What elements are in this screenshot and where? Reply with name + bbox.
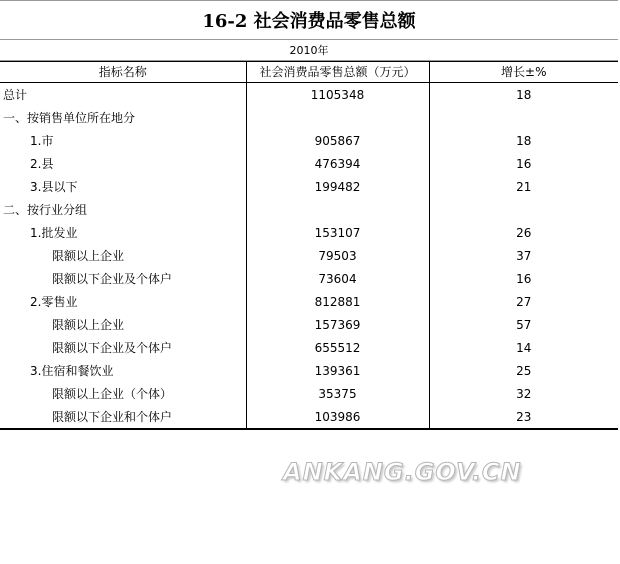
row-value: 157369: [246, 313, 429, 336]
row-value: 153107: [246, 221, 429, 244]
row-growth: 16: [429, 267, 618, 290]
row-label: 1.市: [30, 133, 54, 148]
row-value: 476394: [246, 152, 429, 175]
row-growth: 57: [429, 313, 618, 336]
row-value: 103986: [246, 405, 429, 429]
table-row: [0, 83, 618, 107]
header-row: [0, 62, 618, 83]
row-label: 3.县以下: [30, 179, 78, 194]
column-header-retail-sales: 社会消费品零售总额（万元）: [246, 62, 429, 83]
row-growth: 32: [429, 382, 618, 405]
row-value: 655512: [246, 336, 429, 359]
table-row: [0, 267, 618, 290]
row-label: 限额以下企业及个体户: [52, 271, 173, 286]
row-growth: 18: [429, 129, 618, 152]
row-growth: 37: [429, 244, 618, 267]
row-growth: 18: [429, 83, 618, 107]
row-value: 812881: [246, 290, 429, 313]
row-growth: 21: [429, 175, 618, 198]
row-growth: 25: [429, 359, 618, 382]
row-value: [246, 106, 429, 129]
row-label: 限额以上企业: [52, 317, 125, 332]
table-row: [0, 129, 618, 152]
row-label: 限额以下企业及个体户: [52, 340, 173, 355]
row-label: 限额以上企业（个体）: [52, 386, 173, 401]
row-label: 2.县: [30, 156, 54, 171]
row-growth: 14: [429, 336, 618, 359]
row-value: [246, 198, 429, 221]
table-row: [0, 106, 618, 129]
table-title: 16-2 社会消费品零售总额: [0, 0, 618, 40]
row-value: 35375: [246, 382, 429, 405]
row-value: 139361: [246, 359, 429, 382]
site-watermark: ANKANG.GOV.CN: [283, 458, 522, 486]
row-label: 限额以上企业: [52, 248, 125, 263]
row-label: 限额以下企业和个体户: [0, 405, 246, 429]
table-row: [0, 221, 618, 244]
row-growth: 26: [429, 221, 618, 244]
table-row: [0, 336, 618, 359]
row-growth: [429, 106, 618, 129]
year-label: 2010年: [0, 40, 618, 61]
row-label: 二、按行业分组: [3, 202, 88, 217]
table-row: [0, 382, 618, 405]
table-row: [0, 405, 618, 429]
row-value: 1105348: [246, 83, 429, 107]
row-label: 2.零售业: [30, 294, 78, 309]
table-row: [0, 152, 618, 175]
row-growth: 16: [429, 152, 618, 175]
table-row: [0, 290, 618, 313]
row-value: 73604: [246, 267, 429, 290]
row-label: 3.住宿和餐饮业: [30, 363, 114, 378]
table-row: [0, 359, 618, 382]
table-row: [0, 198, 618, 221]
row-value: 79503: [246, 244, 429, 267]
row-value: 199482: [246, 175, 429, 198]
column-header-indicator: 指标名称: [0, 62, 246, 83]
row-growth: [429, 198, 618, 221]
row-label: 1.批发业: [30, 225, 78, 240]
row-label: 总计: [3, 87, 28, 102]
row-label: 一、按销售单位所在地分: [3, 110, 136, 125]
row-growth: 27: [429, 290, 618, 313]
table-row: [0, 313, 618, 336]
table-row: [0, 175, 618, 198]
retail-sales-table: [0, 61, 618, 430]
column-header-growth: 增长±%: [429, 62, 618, 83]
row-value: 905867: [246, 129, 429, 152]
table-row: [0, 244, 618, 267]
row-growth: 23: [429, 405, 618, 429]
